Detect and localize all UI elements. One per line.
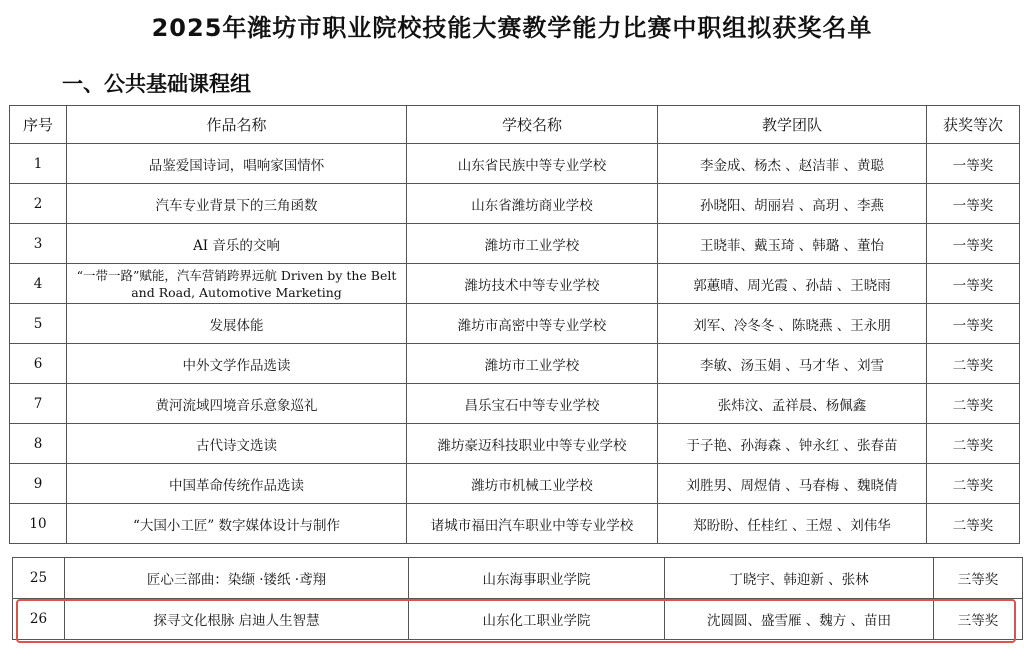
table-row (10, 424, 1020, 464)
cell-team: 于子艳、孙海森 、钟永红 、张春苗 (658, 424, 927, 464)
table-header-row (10, 106, 1020, 144)
cell-work: 汽车专业背景下的三角函数 (67, 184, 407, 224)
table-row (10, 464, 1020, 504)
cell-work: “大国小工匠” 数字媒体设计与制作 (67, 504, 407, 544)
cell-school: 潍坊技术中等专业学校 (407, 264, 658, 304)
cell-team: 孙晓阳、胡丽岩 、高玥 、李燕 (658, 184, 927, 224)
cell-award: 二等奖 (927, 344, 1020, 384)
document-title: 2025年潍坊市职业院校技能大赛教学能力比赛中职组拟获奖名单 (151, 14, 873, 42)
cell-award: 二等奖 (927, 504, 1020, 544)
cell-no: 5 (10, 304, 67, 344)
cell-team: 郭蕙晴、周光霞 、孙喆 、王晓雨 (658, 264, 927, 304)
cell-award: 二等奖 (927, 384, 1020, 424)
table-row (10, 384, 1020, 424)
cell-work: 黄河流域四境音乐意象巡礼 (67, 384, 407, 424)
header-no: 序号 (10, 106, 67, 144)
cell-award: 一等奖 (927, 144, 1020, 184)
cell-team: 郑盼盼、任桂红 、王煜 、刘伟华 (658, 504, 927, 544)
cell-no: 6 (10, 344, 67, 384)
cell-no: 1 (10, 144, 67, 184)
cell-no: 10 (10, 504, 67, 544)
table-row (10, 144, 1020, 184)
cell-award: 一等奖 (927, 184, 1020, 224)
cell-award: 一等奖 (927, 224, 1020, 264)
cell-school: 潍坊豪迈科技职业中等专业学校 (407, 424, 658, 464)
cell-school: 潍坊市高密中等专业学校 (407, 304, 658, 344)
cell-award: 一等奖 (927, 264, 1020, 304)
cell-team: 李金成、杨杰 、赵洁菲 、黄聪 (658, 144, 927, 184)
section-heading: 一、公共基础课程组 (62, 72, 251, 96)
cell-work: “一带一路”赋能，汽车营销跨界远航 Driven by the Belt and Road, Automotive Marketing (67, 264, 407, 304)
cell-school: 山东省潍坊商业学校 (407, 184, 658, 224)
cell-work: 发展体能 (67, 304, 407, 344)
cell-school: 潍坊市机械工业学校 (407, 464, 658, 504)
table-row (10, 224, 1020, 264)
table-row (10, 504, 1020, 544)
cell-no: 3 (10, 224, 67, 264)
table-row (13, 558, 1023, 599)
cell-no: 8 (10, 424, 67, 464)
cell-no: 4 (10, 264, 67, 304)
cell-work: 探寻文化根脉 启迪人生智慧 (65, 599, 409, 640)
table-row-highlighted (13, 599, 1023, 640)
table-row (10, 304, 1020, 344)
cell-team: 李敏、汤玉娟 、马才华 、刘雪 (658, 344, 927, 384)
cell-award: 三等奖 (934, 599, 1023, 640)
header-team: 教学团队 (658, 106, 927, 144)
header-work: 作品名称 (67, 106, 407, 144)
header-award: 获奖等次 (927, 106, 1020, 144)
cell-school: 潍坊市工业学校 (407, 224, 658, 264)
cell-team: 王晓菲、戴玉琦 、韩璐 、董怡 (658, 224, 927, 264)
awards-table (9, 105, 1020, 544)
cell-no: 26 (13, 599, 65, 640)
cell-work: 品鉴爱国诗词，唱响家国情怀 (67, 144, 407, 184)
cell-award: 二等奖 (927, 464, 1020, 504)
table-row (10, 344, 1020, 384)
cell-team: 刘军、冷冬冬 、陈晓燕 、王永朋 (658, 304, 927, 344)
cell-school: 山东海事职业学院 (409, 558, 665, 599)
cell-no: 2 (10, 184, 67, 224)
cell-no: 7 (10, 384, 67, 424)
header-school: 学校名称 (407, 106, 658, 144)
cell-team: 刘胜男、周煜倩 、马春梅 、魏晓倩 (658, 464, 927, 504)
cell-school: 山东省民族中等专业学校 (407, 144, 658, 184)
cell-no: 25 (13, 558, 65, 599)
cell-school: 山东化工职业学院 (409, 599, 665, 640)
cell-school: 潍坊市工业学校 (407, 344, 658, 384)
cell-award: 二等奖 (927, 424, 1020, 464)
cell-school: 昌乐宝石中等专业学校 (407, 384, 658, 424)
cell-work: 古代诗文选读 (67, 424, 407, 464)
table-row (10, 264, 1020, 304)
cell-work: AI 音乐的交响 (67, 224, 407, 264)
cell-work: 中国革命传统作品选读 (67, 464, 407, 504)
cell-team: 沈圆圆、盛雪雁 、魏方 、苗田 (665, 599, 934, 640)
cell-team: 张炜汶、孟祥晨、杨佩鑫 (658, 384, 927, 424)
cell-award: 一等奖 (927, 304, 1020, 344)
cell-team: 丁晓宇、韩迎新 、张林 (665, 558, 934, 599)
cell-school: 诸城市福田汽车职业中等专业学校 (407, 504, 658, 544)
cell-no: 9 (10, 464, 67, 504)
cell-work: 中外文学作品选读 (67, 344, 407, 384)
cell-award: 三等奖 (934, 558, 1023, 599)
table-row (10, 184, 1020, 224)
awards-table-continued (12, 557, 1023, 640)
cell-work: 匠心三部曲：染缬 ·镂纸 ·鸢翔 (65, 558, 409, 599)
